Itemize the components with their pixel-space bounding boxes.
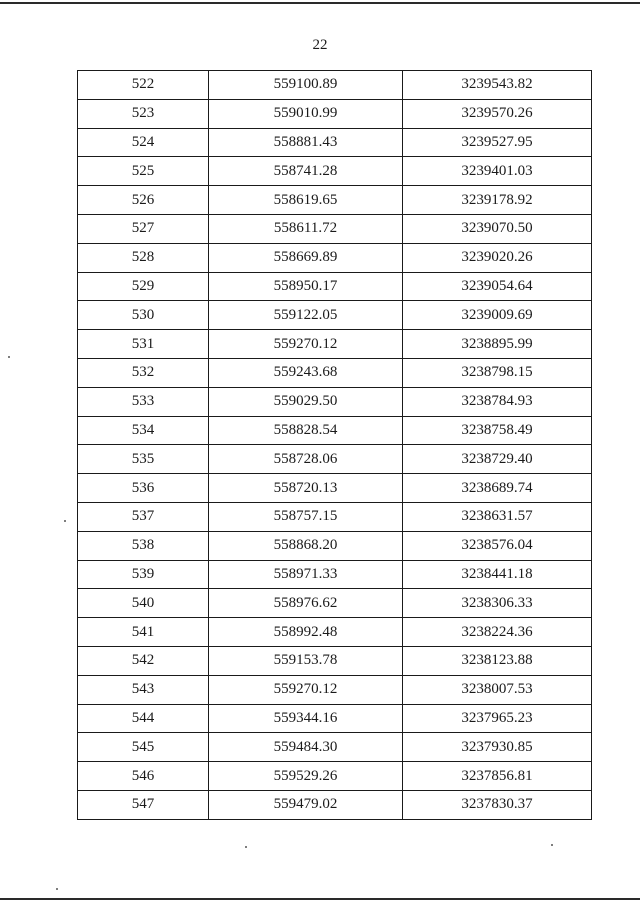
y-coordinate-cell: 3239070.50 bbox=[403, 214, 592, 243]
table-row bbox=[78, 502, 592, 531]
coordinate-table-body bbox=[78, 71, 592, 820]
x-coordinate-cell: 558976.62 bbox=[209, 589, 403, 618]
point-number-cell: 536 bbox=[78, 474, 209, 503]
y-coordinate-cell: 3239009.69 bbox=[403, 301, 592, 330]
point-number-cell: 522 bbox=[78, 71, 209, 100]
table-row bbox=[78, 560, 592, 589]
point-number-cell: 526 bbox=[78, 186, 209, 215]
y-coordinate-cell: 3239054.64 bbox=[403, 272, 592, 301]
x-coordinate-cell: 558669.89 bbox=[209, 243, 403, 272]
table-row bbox=[78, 646, 592, 675]
scan-speck bbox=[551, 844, 553, 846]
x-coordinate-cell: 558868.20 bbox=[209, 531, 403, 560]
point-number-cell: 541 bbox=[78, 618, 209, 647]
scan-edge-top bbox=[0, 2, 640, 4]
point-number-cell: 544 bbox=[78, 704, 209, 733]
table-row bbox=[78, 416, 592, 445]
table-row bbox=[78, 762, 592, 791]
y-coordinate-cell: 3237965.23 bbox=[403, 704, 592, 733]
table-row bbox=[78, 358, 592, 387]
point-number-cell: 546 bbox=[78, 762, 209, 791]
x-coordinate-cell: 558619.65 bbox=[209, 186, 403, 215]
y-coordinate-cell: 3238306.33 bbox=[403, 589, 592, 618]
table-row bbox=[78, 445, 592, 474]
y-coordinate-cell: 3239527.95 bbox=[403, 128, 592, 157]
point-number-cell: 528 bbox=[78, 243, 209, 272]
point-number-cell: 543 bbox=[78, 675, 209, 704]
point-number-cell: 531 bbox=[78, 330, 209, 359]
point-number-cell: 532 bbox=[78, 358, 209, 387]
table-row bbox=[78, 99, 592, 128]
y-coordinate-cell: 3238729.40 bbox=[403, 445, 592, 474]
x-coordinate-cell: 559270.12 bbox=[209, 330, 403, 359]
y-coordinate-cell: 3237856.81 bbox=[403, 762, 592, 791]
point-number-cell: 540 bbox=[78, 589, 209, 618]
x-coordinate-cell: 559479.02 bbox=[209, 790, 403, 819]
x-coordinate-cell: 559029.50 bbox=[209, 387, 403, 416]
point-number-cell: 537 bbox=[78, 502, 209, 531]
y-coordinate-cell: 3238895.99 bbox=[403, 330, 592, 359]
x-coordinate-cell: 558950.17 bbox=[209, 272, 403, 301]
point-number-cell: 535 bbox=[78, 445, 209, 474]
x-coordinate-cell: 559010.99 bbox=[209, 99, 403, 128]
y-coordinate-cell: 3237830.37 bbox=[403, 790, 592, 819]
y-coordinate-cell: 3238576.04 bbox=[403, 531, 592, 560]
x-coordinate-cell: 559344.16 bbox=[209, 704, 403, 733]
y-coordinate-cell: 3239020.26 bbox=[403, 243, 592, 272]
x-coordinate-cell: 559243.68 bbox=[209, 358, 403, 387]
scan-speck bbox=[8, 356, 10, 358]
page-number: 22 bbox=[312, 37, 328, 53]
table-row bbox=[78, 71, 592, 100]
table-row bbox=[78, 531, 592, 560]
scan-speck bbox=[245, 846, 247, 848]
x-coordinate-cell: 559270.12 bbox=[209, 675, 403, 704]
y-coordinate-cell: 3239570.26 bbox=[403, 99, 592, 128]
table-row bbox=[78, 330, 592, 359]
y-coordinate-cell: 3238123.88 bbox=[403, 646, 592, 675]
table-row bbox=[78, 157, 592, 186]
x-coordinate-cell: 558757.15 bbox=[209, 502, 403, 531]
table-row bbox=[78, 704, 592, 733]
point-number-cell: 538 bbox=[78, 531, 209, 560]
table-row bbox=[78, 214, 592, 243]
x-coordinate-cell: 558992.48 bbox=[209, 618, 403, 647]
scan-speck bbox=[64, 520, 66, 522]
x-coordinate-cell: 559122.05 bbox=[209, 301, 403, 330]
point-number-cell: 529 bbox=[78, 272, 209, 301]
table-row bbox=[78, 186, 592, 215]
y-coordinate-cell: 3239543.82 bbox=[403, 71, 592, 100]
y-coordinate-cell: 3238689.74 bbox=[403, 474, 592, 503]
table-row bbox=[78, 733, 592, 762]
y-coordinate-cell: 3238784.93 bbox=[403, 387, 592, 416]
table-row bbox=[78, 474, 592, 503]
point-number-cell: 542 bbox=[78, 646, 209, 675]
y-coordinate-cell: 3239178.92 bbox=[403, 186, 592, 215]
point-number-cell: 524 bbox=[78, 128, 209, 157]
y-coordinate-cell: 3238441.18 bbox=[403, 560, 592, 589]
y-coordinate-cell: 3237930.85 bbox=[403, 733, 592, 762]
x-coordinate-cell: 558728.06 bbox=[209, 445, 403, 474]
x-coordinate-cell: 558720.13 bbox=[209, 474, 403, 503]
point-number-cell: 523 bbox=[78, 99, 209, 128]
point-number-cell: 547 bbox=[78, 790, 209, 819]
y-coordinate-cell: 3238007.53 bbox=[403, 675, 592, 704]
table-row bbox=[78, 675, 592, 704]
y-coordinate-cell: 3239401.03 bbox=[403, 157, 592, 186]
table-row bbox=[78, 272, 592, 301]
point-number-cell: 527 bbox=[78, 214, 209, 243]
x-coordinate-cell: 558828.54 bbox=[209, 416, 403, 445]
x-coordinate-cell: 559153.78 bbox=[209, 646, 403, 675]
point-number-cell: 533 bbox=[78, 387, 209, 416]
y-coordinate-cell: 3238758.49 bbox=[403, 416, 592, 445]
scan-edge-bottom bbox=[0, 898, 640, 900]
x-coordinate-cell: 559100.89 bbox=[209, 71, 403, 100]
table-row bbox=[78, 301, 592, 330]
table-row bbox=[78, 618, 592, 647]
point-number-cell: 534 bbox=[78, 416, 209, 445]
x-coordinate-cell: 558881.43 bbox=[209, 128, 403, 157]
table-row bbox=[78, 790, 592, 819]
point-number-cell: 545 bbox=[78, 733, 209, 762]
point-number-cell: 525 bbox=[78, 157, 209, 186]
y-coordinate-cell: 3238224.36 bbox=[403, 618, 592, 647]
y-coordinate-cell: 3238798.15 bbox=[403, 358, 592, 387]
point-number-cell: 530 bbox=[78, 301, 209, 330]
point-number-cell: 539 bbox=[78, 560, 209, 589]
y-coordinate-cell: 3238631.57 bbox=[403, 502, 592, 531]
x-coordinate-cell: 558741.28 bbox=[209, 157, 403, 186]
x-coordinate-cell: 559484.30 bbox=[209, 733, 403, 762]
coordinate-table bbox=[77, 70, 592, 820]
table-row bbox=[78, 589, 592, 618]
scan-speck bbox=[56, 888, 58, 890]
x-coordinate-cell: 558611.72 bbox=[209, 214, 403, 243]
table-row bbox=[78, 387, 592, 416]
table-row bbox=[78, 243, 592, 272]
table-row bbox=[78, 128, 592, 157]
x-coordinate-cell: 558971.33 bbox=[209, 560, 403, 589]
x-coordinate-cell: 559529.26 bbox=[209, 762, 403, 791]
